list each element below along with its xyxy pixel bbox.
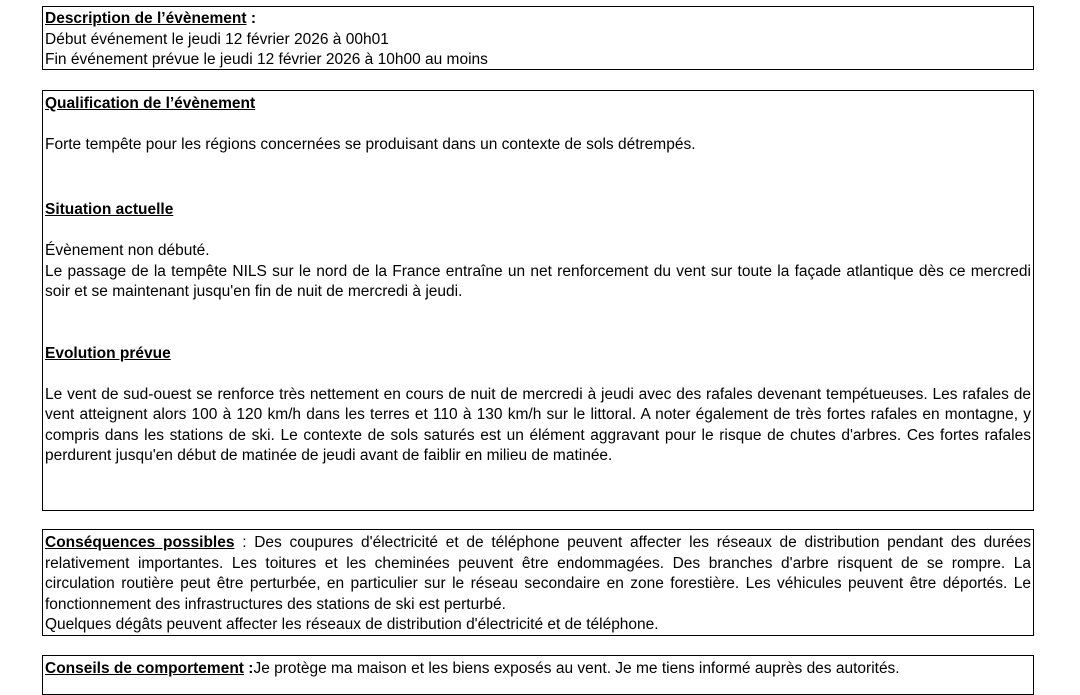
event-end: Fin événement prévue le jeudi 12 février 2026 à 10h00 au moins (45, 51, 488, 68)
event-description-heading-suffix: : (246, 10, 257, 27)
qualification-heading: Qualification de l’évènement (45, 95, 256, 112)
consequences-heading: Conséquences possibles (45, 534, 235, 551)
advice-separator: : (243, 660, 254, 677)
consequences-box (42, 529, 1034, 636)
event-details-box (42, 90, 1034, 511)
event-start: Début événement le jeudi 12 février 2026 à 00h01 (45, 30, 389, 48)
consequences-text: Des coupures d'électricité et de téléphone peuvent affecter les réseaux de distribution pendant des durées relativement importantes. Les toitures et les cheminées peuvent être endommagées. Des branches d'arbre risquent de se rompre. La circulation routière peut être perturbée, en particulier sur le réseau secondaire en zone forestière. Les véhicules peuvent être déportés. Le fonctionnement des infrastructures des stations de ski est perturbé. (45, 534, 1032, 613)
event-description-box (42, 6, 1034, 70)
consequences-separator: : (234, 534, 255, 551)
situation-heading: Situation actuelle (45, 201, 174, 218)
event-description-heading: Description de l’évènement (45, 10, 247, 27)
situation-status: Évènement non débuté. (45, 242, 210, 259)
consequences-text-2: Quelques dégâts peuvent affecter les réseaux de distribution d'électricité et de téléphone. (45, 616, 659, 633)
forecast-heading: Evolution prévue (45, 344, 171, 362)
advice-heading: Conseils de comportement (45, 660, 244, 677)
advice-text: Je protège ma maison et les biens exposés au vent. Je me tiens informé auprès des autorités. (253, 660, 900, 677)
forecast-text: Le vent de sud-ouest se renforce très nettement en cours de nuit de mercredi à jeudi avec des rafales devenant tempétueuses. Les rafales de vent atteignent alors 100 à 120 km/h dans les terres et 110 à 130 km/h sur le littoral. A noter également de très fortes rafales en montagne, y compris dans les stations de ski. Le contexte de sols saturés est un élément aggravant pour le risque de chutes d'arbres. Ces fortes rafales perdurent jusqu'en début de matinée de jeudi avant de faiblir en milieu de matinée. (45, 385, 1031, 464)
qualification-text: Forte tempête pour les régions concernées se produisant dans un contexte de sols détrempés. (45, 136, 696, 153)
advice-box (42, 655, 1034, 695)
situation-text: Le passage de la tempête NILS sur le nord de la France entraîne un net renforcement du vent sur toute la façade atlantique dès ce mercredi soir et se maintenant jusqu'en fin de nuit de mercredi à jeudi. (45, 262, 1031, 300)
